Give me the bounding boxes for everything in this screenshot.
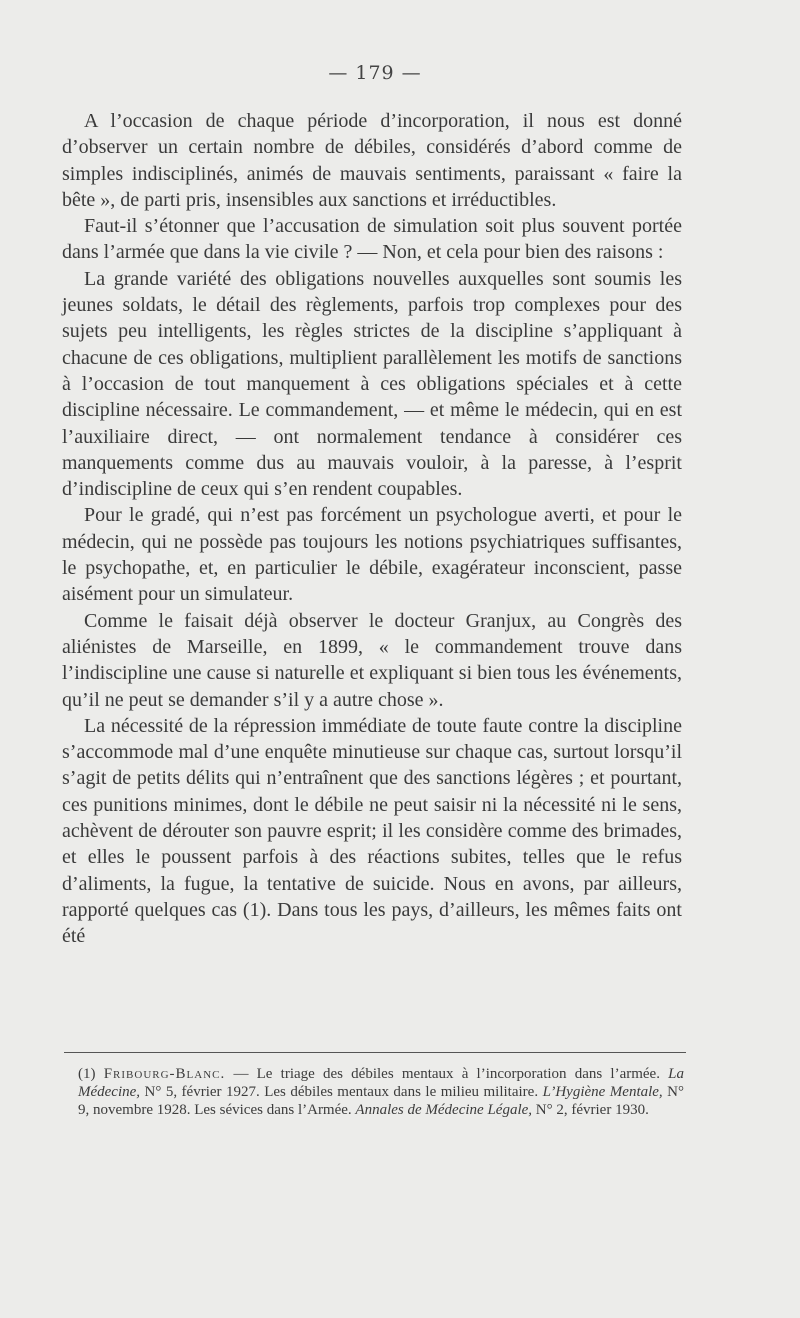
paragraph: Faut-il s’étonner que l’accusation de simulation soit plus souvent portée dans l’armée que dans la vie civile ? — Non, et cela pour bien des raisons :	[62, 215, 682, 264]
paragraph: La nécessité de la répression immédiate de toute faute contre la discipline s’accommode mal d’une enquête minutieuse sur chaque cas, surtout lorsqu’il s’agit de petits délits qui n’entraînent que des sanctions légères ; et pourtant, ces punitions minimes, dont le débile ne peut saisir ni la nécessité ni le sens, achèvent de dérouter son pauvre esprit; il les considère comme des brimades, et elles le poussent parfois à des réactions subites, telles que le refus d’aliments, la fugue, la tentative de suicide. Nous en avons, par ailleurs, rapporté quelques cas (1). Dans tous les pays, d’ailleurs, les mêmes faits ont été	[62, 714, 682, 948]
footnote-journal: Annales de Médecine Légale,	[355, 1101, 533, 1118]
body-text	[62, 108, 682, 950]
footnote-text: N° 2, février 1930.	[532, 1101, 649, 1118]
paragraph: Comme le faisait déjà observer le docteur Granjux, au Congrès des aliénistes de Marseille, en 1899, « le commandement trouve dans l’indiscipline une cause si naturelle et expliquant si bien tous les événements, qu’il ne peut se demander s’il y a autre chose ».	[62, 609, 682, 711]
footnote	[78, 1066, 684, 1119]
footnote-author: Fribourg-Blanc.	[103, 1066, 226, 1082]
footnote-divider	[64, 1052, 686, 1053]
footnote-text: — Le triage des débiles mentaux à l’incorporation dans l’armée.	[225, 1066, 669, 1082]
footnote-journal: La Médecine,	[78, 1066, 684, 1100]
page-number: — 179 —	[328, 62, 422, 84]
paragraph: Pour le gradé, qui n’est pas forcément un psychologue averti, et pour le médecin, qui ne possède pas toujours les notions psychiatriques suffisantes, le psychopathe, et, en particulier le débile, exagérateur inconscient, passe aisément pour un simulateur.	[62, 504, 682, 606]
footnote-marker: (1)	[78, 1066, 96, 1082]
footnote-journal: L’Hygiène Mentale,	[542, 1083, 663, 1100]
paragraph: La grande variété des obligations nouvelles auxquelles sont soumis les jeunes soldats, le détail des règlements, parfois trop complexes pour des sujets peu intelligents, les règles strictes de la discipline s’appliquant à chacune de ces obligations, multiplient parallèlement les motifs de sanctions à l’occasion de tout manquement à ces obligations spéciales et à cette discipline nécessaire. Le commandement, — et même le médecin, qui en est l’auxiliaire direct, — ont normalement tendance à considérer ces manquements comme dus au mauvais vouloir, à la paresse, à l’esprit d’indiscipline de ceux qui s’en rendent coupables.	[62, 267, 682, 501]
footnote-text: N° 5, février 1927. Les débiles mentaux dans le milieu militaire.	[140, 1083, 543, 1100]
paragraph: A l’occasion de chaque période d’incorporation, il nous est donné d’observer un certain nombre de débiles, considérés d’abord comme de simples indisciplinés, animés de mauvais sentiments, paraissant « faire la bête », de parti pris, insensibles aux sanctions et irréductibles.	[62, 110, 682, 211]
footnote-text: N° 9, novembre 1928. Les sévices dans l’Armée.	[78, 1083, 684, 1118]
